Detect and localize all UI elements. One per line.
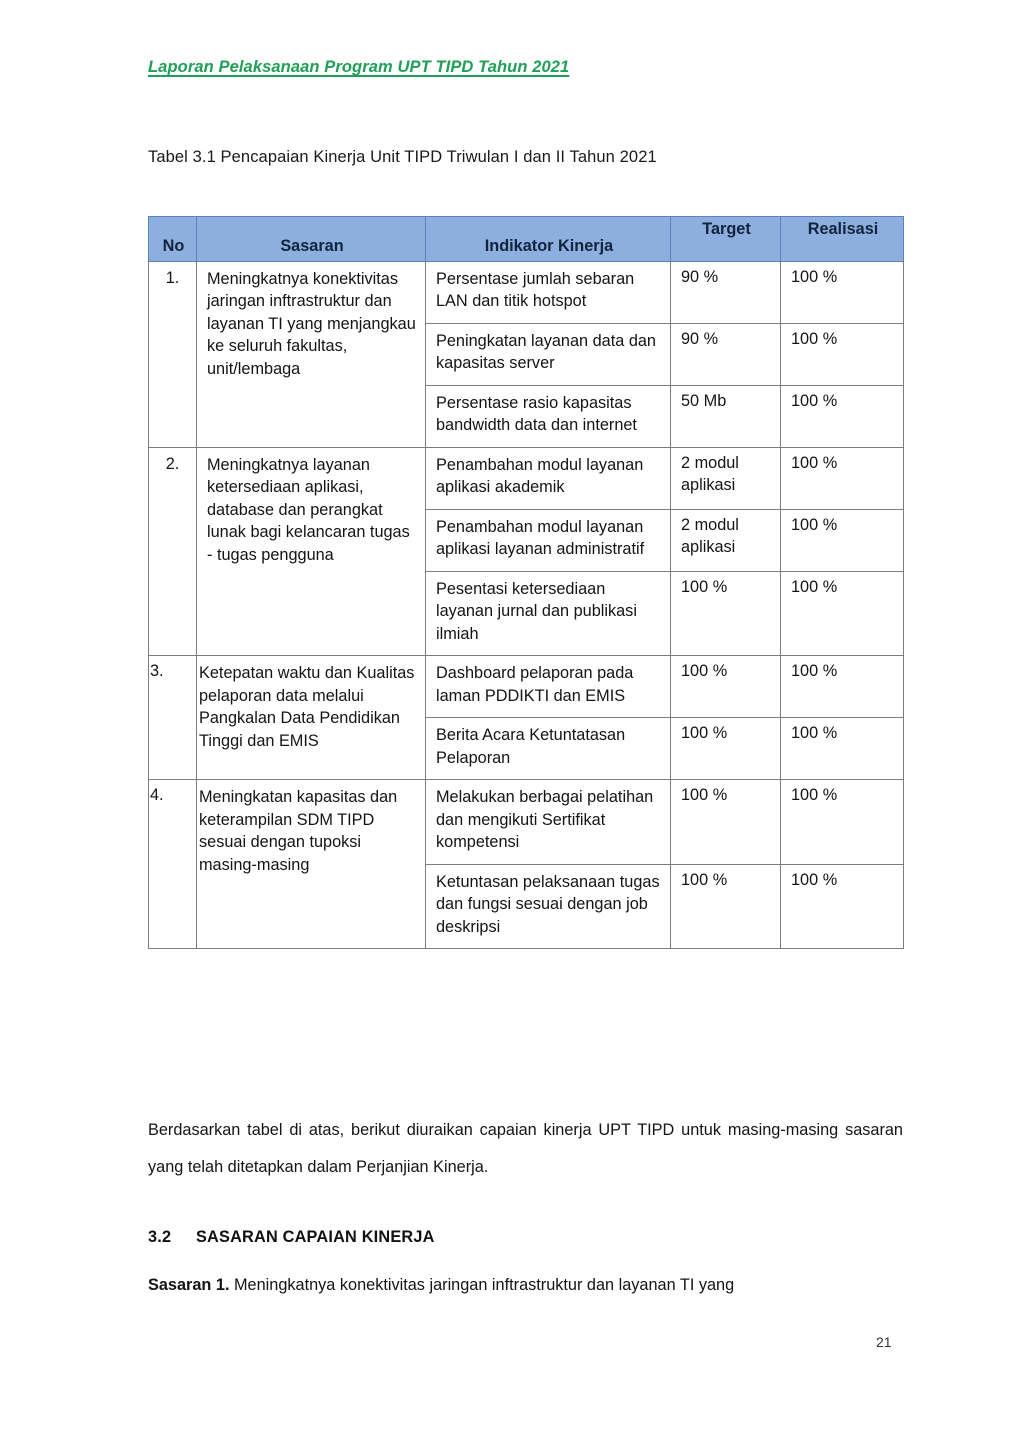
cell-target: 100 % bbox=[671, 571, 781, 655]
column-header-indikator-kinerja: Indikator Kinerja bbox=[426, 217, 671, 262]
paragraph-sasaran-1 bbox=[148, 1272, 903, 1298]
cell-indikator: Peningkatan layanan data dan kapasitas server bbox=[426, 323, 671, 385]
table-row bbox=[149, 780, 904, 864]
cell-no: 2. bbox=[149, 447, 197, 655]
running-header-text: Laporan Pelaksanaan Program UPT TIPD Tahun 2021 bbox=[148, 58, 570, 76]
table-header-row bbox=[149, 217, 904, 262]
cell-sasaran: Ketepatan waktu dan Kualitas pelaporan data melalui Pangkalan Data Pendidikan Tinggi dan EMIS bbox=[197, 656, 426, 780]
cell-realisasi: 100 % bbox=[781, 571, 904, 655]
column-header-sasaran: Sasaran bbox=[197, 217, 426, 262]
cell-indikator: Persentase rasio kapasitas bandwidth data dan internet bbox=[426, 385, 671, 447]
running-header bbox=[148, 58, 569, 77]
cell-indikator: Penambahan modul layanan aplikasi layanan administratif bbox=[426, 509, 671, 571]
section-title: SASARAN CAPAIAN KINERJA bbox=[196, 1228, 435, 1246]
sasaran-lead-label: Sasaran 1. bbox=[148, 1276, 230, 1294]
cell-realisasi: 100 % bbox=[781, 262, 904, 324]
table-caption: Tabel 3.1 Pencapaian Kinerja Unit TIPD Triwulan I dan II Tahun 2021 bbox=[148, 148, 657, 166]
performance-table bbox=[148, 216, 904, 949]
cell-target: 50 Mb bbox=[671, 385, 781, 447]
column-header-target: Target bbox=[671, 217, 781, 262]
cell-realisasi: 100 % bbox=[781, 509, 904, 571]
sasaran-body-text: Meningkatnya konektivitas jaringan inftrastruktur dan layanan TI yang bbox=[229, 1276, 735, 1294]
cell-no: 3. bbox=[149, 656, 197, 780]
cell-indikator: Persentase jumlah sebaran LAN dan titik hotspot bbox=[426, 262, 671, 324]
cell-realisasi: 100 % bbox=[781, 864, 904, 948]
cell-indikator: Melakukan berbagai pelatihan dan mengikuti Sertifikat kompetensi bbox=[426, 780, 671, 864]
cell-realisasi: 100 % bbox=[781, 323, 904, 385]
cell-indikator: Penambahan modul layanan aplikasi akademik bbox=[426, 447, 671, 509]
cell-target: 100 % bbox=[671, 864, 781, 948]
cell-realisasi: 100 % bbox=[781, 656, 904, 718]
cell-realisasi: 100 % bbox=[781, 447, 904, 509]
cell-no: 4. bbox=[149, 780, 197, 949]
cell-target: 2 modul aplikasi bbox=[671, 447, 781, 509]
cell-target: 100 % bbox=[671, 780, 781, 864]
page-number: 21 bbox=[876, 1334, 892, 1350]
cell-realisasi: 100 % bbox=[781, 718, 904, 780]
cell-target: 2 modul aplikasi bbox=[671, 509, 781, 571]
cell-sasaran: Meningkatan kapasitas dan keterampilan SDM TIPD sesuai dengan tupoksi masing-masing bbox=[197, 780, 426, 949]
cell-indikator: Pesentasi ketersediaan layanan jurnal dan publikasi ilmiah bbox=[426, 571, 671, 655]
cell-realisasi: 100 % bbox=[781, 385, 904, 447]
section-heading bbox=[148, 1228, 435, 1247]
cell-target: 90 % bbox=[671, 262, 781, 324]
cell-no: 1. bbox=[149, 262, 197, 448]
table-row bbox=[149, 262, 904, 324]
paragraph-intro: Berdasarkan tabel di atas, berikut diuraikan capaian kinerja UPT TIPD untuk masing-masing sasaran yang telah ditetapkan dalam Perjanjian Kinerja. bbox=[148, 1121, 903, 1176]
column-header-realisasi: Realisasi bbox=[781, 217, 904, 262]
cell-sasaran: Meningkatnya konektivitas jaringan inftrastruktur dan layanan TI yang menjangkau ke seluruh fakultas, unit/lembaga bbox=[197, 262, 426, 448]
cell-target: 100 % bbox=[671, 718, 781, 780]
cell-indikator: Dashboard pelaporan pada laman PDDIKTI dan EMIS bbox=[426, 656, 671, 718]
cell-indikator: Berita Acara Ketuntatasan Pelaporan bbox=[426, 718, 671, 780]
cell-realisasi: 100 % bbox=[781, 780, 904, 864]
cell-sasaran: Meningkatnya layanan ketersediaan aplikasi, database dan perangkat lunak bagi kelancaran tugas - tugas pengguna bbox=[197, 447, 426, 655]
column-header-no: No bbox=[149, 217, 197, 262]
table-row bbox=[149, 447, 904, 509]
cell-target: 100 % bbox=[671, 656, 781, 718]
table-row bbox=[149, 656, 904, 718]
cell-target: 90 % bbox=[671, 323, 781, 385]
cell-indikator: Ketuntasan pelaksanaan tugas dan fungsi sesuai dengan job deskripsi bbox=[426, 864, 671, 948]
section-number: 3.2 bbox=[148, 1228, 172, 1246]
